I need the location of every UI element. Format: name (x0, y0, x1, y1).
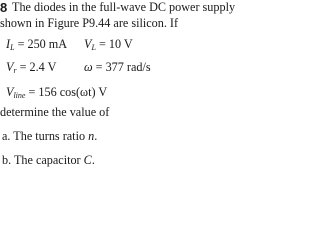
problem-text-1: The diodes in the full-wave DC power supply (12, 0, 236, 14)
given-vline: $V_{line} = 156$ cos(ωt) V (6, 85, 108, 100)
item-variable: C (83, 153, 92, 167)
item-variable: n (88, 129, 95, 143)
instruction-text: determine the value of (0, 105, 110, 119)
given-vr: $V_r = 2.4$ V (6, 60, 57, 75)
problem-number: 8 (0, 0, 8, 15)
problem-line-2: shown in Figure P9.44 are silicon. If (0, 16, 179, 30)
item-label: a. (2, 129, 11, 143)
given-omega: ω = 377 rad/s (84, 60, 151, 74)
given-il: $I_L = 250$ mA (6, 37, 68, 52)
given-vl: $V_L = 10$ V (84, 37, 133, 52)
item-label: b. (2, 153, 12, 167)
